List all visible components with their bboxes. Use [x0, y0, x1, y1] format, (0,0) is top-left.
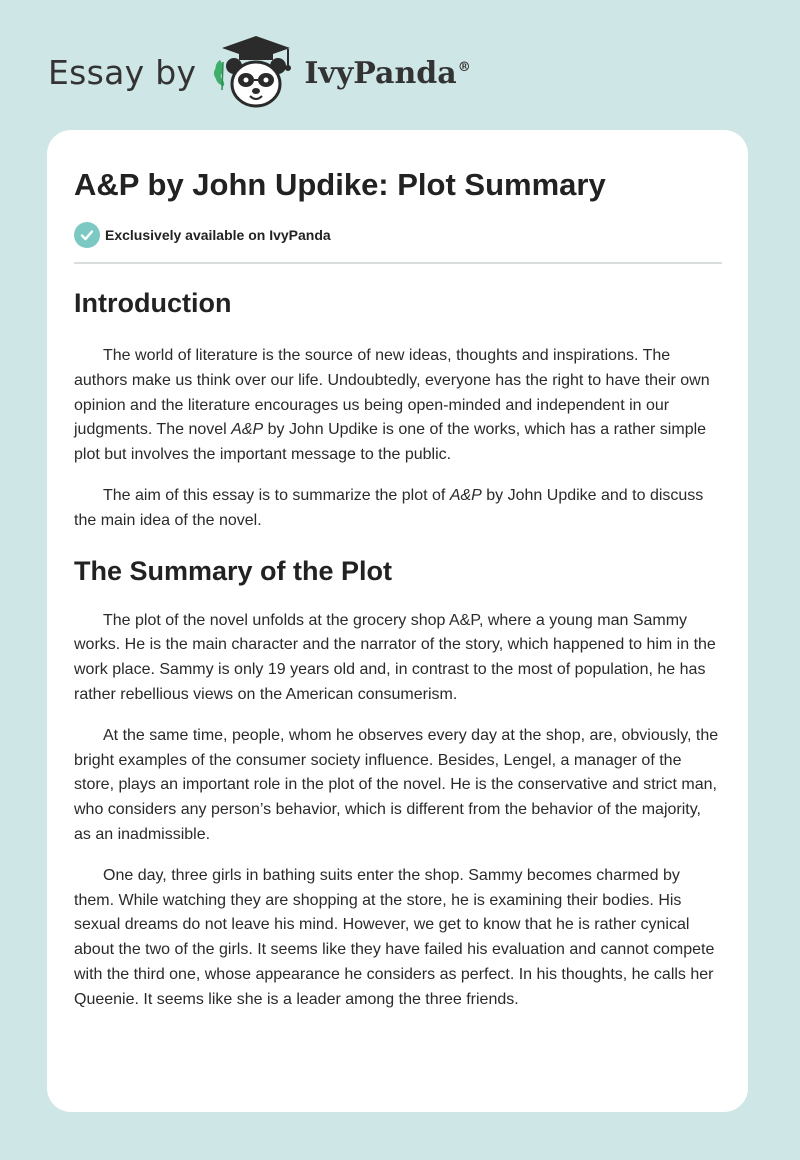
brand-name: IvyPanda — [304, 55, 457, 91]
check-icon — [74, 222, 100, 248]
novel-title: A&P — [231, 421, 264, 439]
exclusive-badge-label: Exclusively available on IvyPanda — [105, 227, 331, 243]
paragraph: The plot of the novel unfolds at the grocery shop A&P, where a young man Sammy works. He is the main character and the narrator of the story, which happened to him in the work place. Sammy is only 19 years old and, in contrast to the most of population, he has rather rebellious views on the American consumerism. — [74, 611, 716, 703]
section-heading-introduction: Introduction — [74, 288, 232, 318]
essay-card — [47, 130, 748, 1112]
panda-graduate-icon[interactable] — [210, 32, 302, 112]
essay-by-label: Essay by — [48, 52, 197, 92]
section-heading-summary: The Summary of the Plot — [74, 555, 393, 586]
page-title: A&P by John Updike: Plot Summary — [74, 167, 606, 202]
registered-mark: ® — [457, 59, 471, 75]
site-header — [48, 32, 488, 112]
divider — [74, 262, 722, 264]
paragraph: The world of literature is the source of new ideas, thoughts and inspirations. The authors make us think over our life. Undoubtedly, everyone has the right to have their own opinion and the literature encourages us being open-minded and independent in our judgments. The novel A&P by John Updike is one of the works, which has a rather simple plot but involves the important message to the public. — [74, 347, 710, 464]
paragraph: One day, three girls in bathing suits enter the shop. Sammy becomes charmed by them. While watching they are shopping at the store, he is examining their bodies. His sexual dreams do not leave his mind. However, we get to know that he is rather cynical about the two of the girls. It seems like they have failed his evaluation and cannot compete with the third one, whose appearance he considers as perfect. In his thoughts, he calls her Queenie. It seems like she is a leader among the three friends. — [74, 866, 715, 1008]
leaf-icon — [214, 60, 224, 90]
novel-title: A&P — [449, 486, 482, 504]
brand-logo[interactable] — [304, 56, 469, 91]
exclusive-badge — [74, 222, 722, 248]
paragraph: The aim of this essay is to summarize the plot of A&P by John Updike and to discuss the main idea of the novel. — [74, 486, 704, 529]
paragraph: At the same time, people, whom he observes every day at the shop, are, obviously, the bright examples of the consumer society influence. Besides, Lengel, a manager of the store, plays an important role in the plot of the novel. He is the conservative and strict man, who considers any person’s behavior, which is different from the behavior of the majority, as an inadmissible. — [74, 726, 719, 843]
